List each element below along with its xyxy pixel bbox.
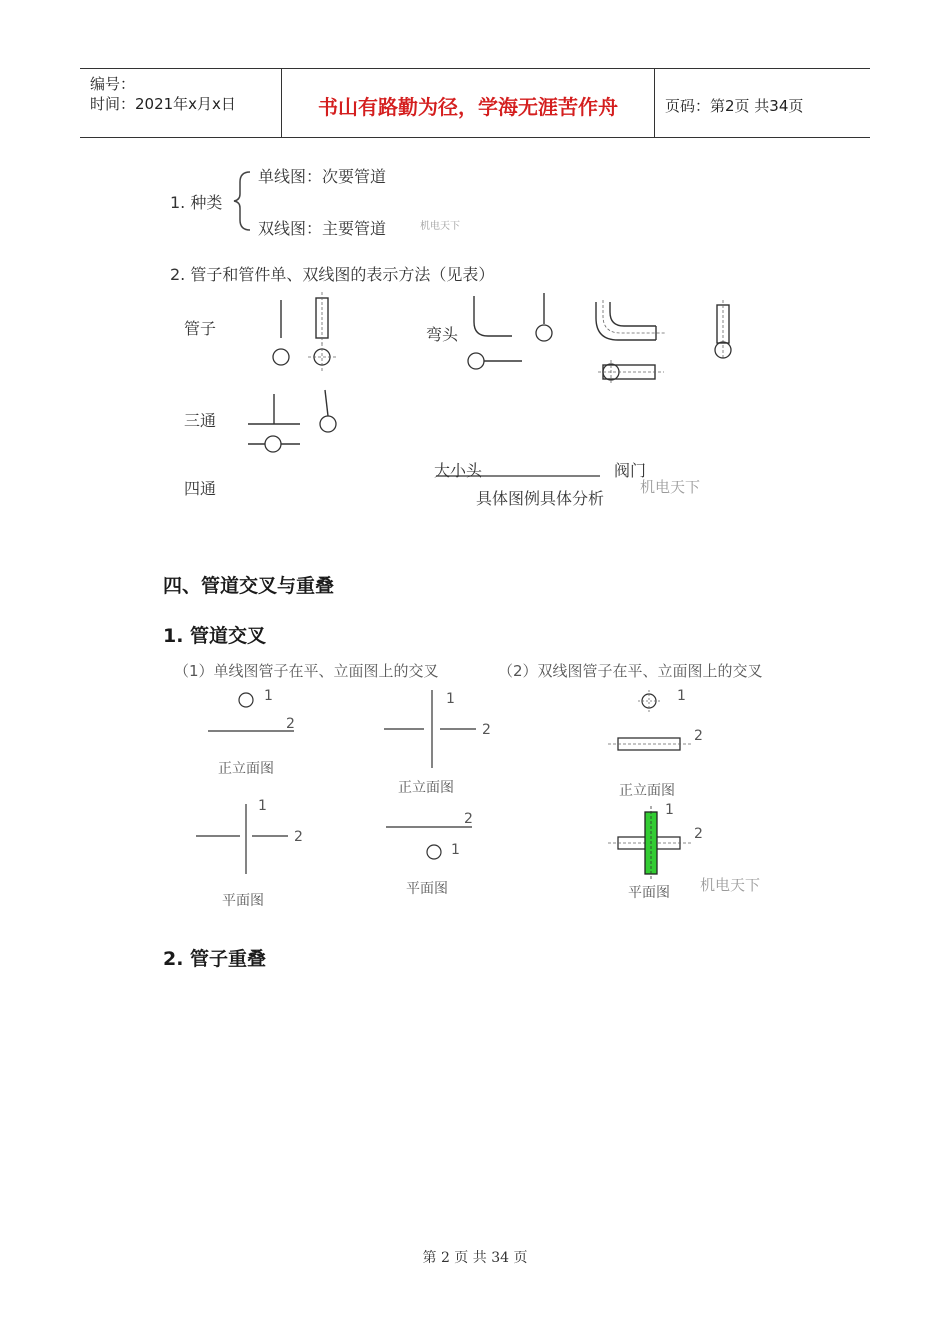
num-1: 1 — [451, 842, 460, 858]
section4-heading: 四、管道交叉与重叠 — [163, 575, 335, 597]
plan-view-label: 平面图 — [628, 885, 670, 901]
label-elbow: 弯头 — [426, 325, 459, 344]
front-view-label: 正立面图 — [218, 761, 274, 777]
num-2: 2 — [294, 829, 303, 845]
repr-title: 2. 管子和管件单、双线图的表示方法（见表） — [170, 265, 495, 284]
front-view-label: 正立面图 — [398, 780, 454, 796]
double-line-type: 双线图：主要管道 — [258, 219, 387, 238]
page-info: 页码：第2页 共34页 — [665, 97, 804, 115]
num-2: 2 — [482, 722, 491, 738]
plan-view-label: 平面图 — [406, 881, 448, 897]
caption-single-line: （1）单线图管子在平、立面图上的交叉 — [174, 662, 439, 680]
label-cross: 四通 — [184, 479, 217, 498]
watermark-text: 机电天下 — [420, 221, 460, 232]
num-1: 1 — [264, 688, 273, 704]
caption-double-line: （2）双线图管子在平、立面图上的交叉 — [498, 662, 763, 680]
motto: 书山有路勤为径，学海无涯苦作舟 — [318, 95, 618, 119]
num-2: 2 — [464, 811, 473, 827]
types-title: 1. 种类 — [170, 193, 223, 212]
subsection-overlap: 2. 管子重叠 — [163, 948, 267, 970]
num-1: 1 — [665, 802, 674, 818]
subsection-crossing: 1. 管道交叉 — [163, 625, 267, 647]
num-2: 2 — [694, 728, 703, 744]
num-1: 1 — [677, 688, 686, 704]
code-label: 编号： — [90, 75, 136, 93]
label-tee: 三通 — [184, 411, 217, 430]
front-view-label: 正立面图 — [619, 783, 675, 799]
num-1: 1 — [446, 691, 455, 707]
time-label: 时间：2021年x月x日 — [90, 95, 236, 113]
plan-view-label: 平面图 — [222, 893, 264, 909]
num-2: 2 — [694, 826, 703, 842]
watermark-text-3: 机电天下 — [700, 876, 761, 894]
note-text: 具体图例具体分析 — [476, 489, 605, 508]
label-valve: 阀门 — [614, 461, 647, 480]
watermark-text-2: 机电天下 — [640, 478, 701, 496]
label-reducer: 大小头 — [434, 461, 483, 480]
num-2: 2 — [286, 716, 295, 732]
label-pipe: 管子 — [184, 319, 217, 338]
single-line-type: 单线图：次要管道 — [258, 167, 387, 186]
num-1: 1 — [258, 798, 267, 814]
page-footer: 第 2 页 共 34 页 — [422, 1250, 528, 1266]
